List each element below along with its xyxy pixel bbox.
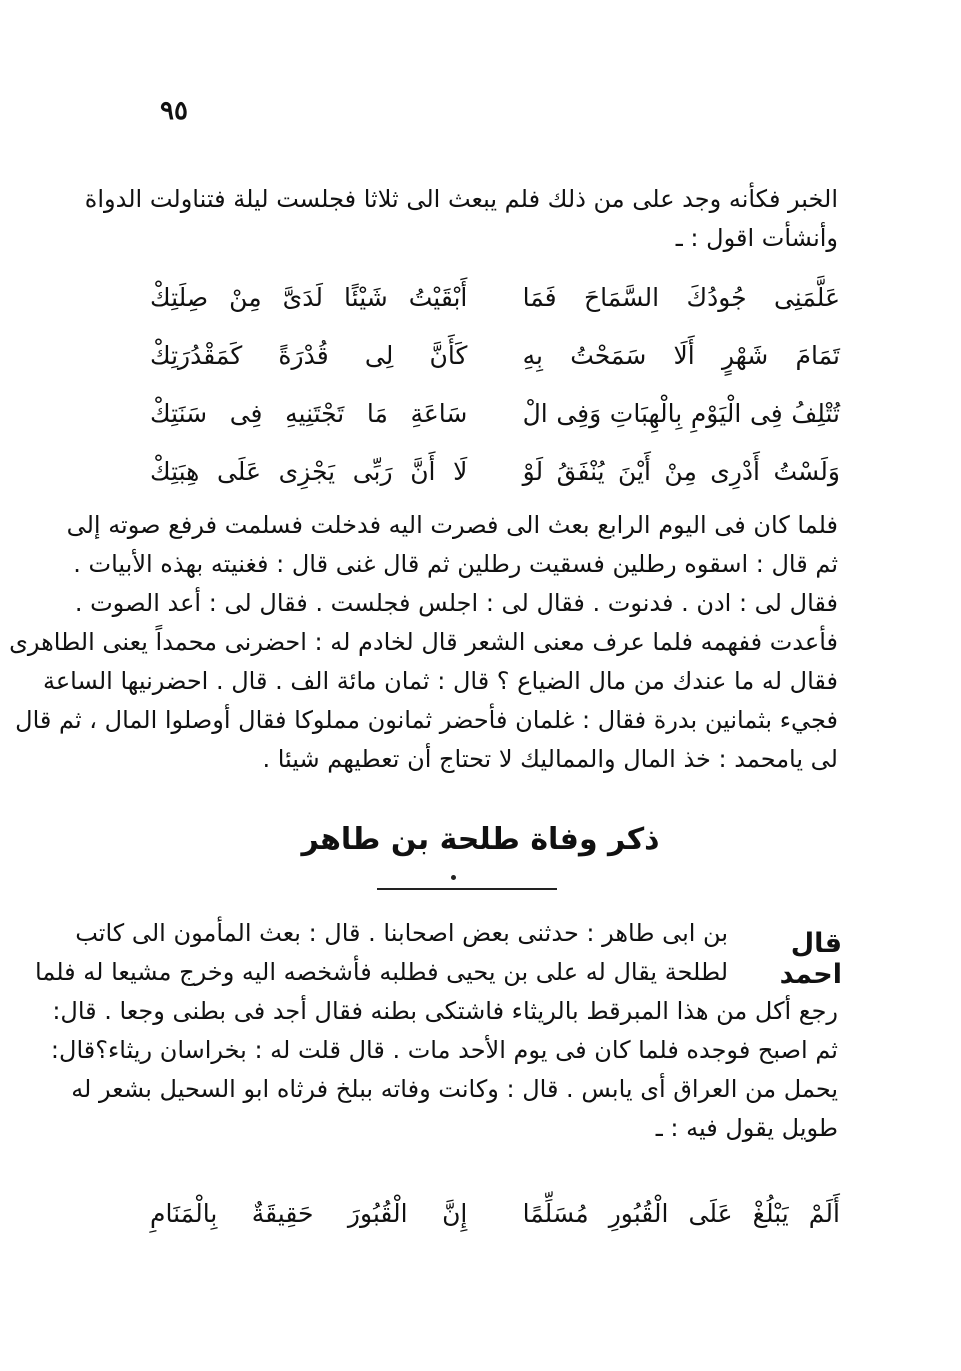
intro-paragraph [84,180,838,258]
verse-second-hemistich: أَبْقَيْتُ شَيْئًا لَدَىَّ مِنْ صِلَتِكْ [150,282,468,312]
page-number: ٩٥ [160,96,188,126]
death-paragraph-body [50,992,838,1148]
text-line: طويل يقول فيه : ـ [655,1114,838,1142]
text-line: ثم اصبح فوجده فلما كان فى يوم الأحد مات . قال قلت له : بخراسان ريثاء؟قال: [50,1036,838,1064]
section-heading: ذكر وفاة طلحة بن طاهر [301,822,660,857]
verse-second-hemistich: إِنَّ الْقُبُورَ حَقِيقَةٌ بِالْمَنَامِ [150,1198,468,1228]
story-paragraph [9,506,838,779]
verse-line [150,442,840,500]
verse-line [150,268,840,326]
verse-second-hemistich: سَاعَةِ مَا تَجْتَنِيهِ فِى سَنَتِكْ [150,398,468,428]
verse-first-hemistich: تُتْلِفُ فِى الْيَوْمِ بِالْهِبَاتِ وَفِى الْ [522,398,840,428]
text-line: فقال له ما عندك من مال الضياع ؟ قال : ثمان مائة الف . قال . احضرنيها الساعة [42,667,838,695]
text-line: فأعدت ففهمه فلما عرف معنى الشعر قال لخادم له : احضرنى محمداً يعنى الطاهرى [9,628,838,656]
death-paragraph-head [35,914,728,992]
verse-block-1 [150,268,840,500]
heading-dot [451,875,456,880]
text-line: فقال لى : ادن . فدنوت . فقال لى : اجلس فجلست . فقال لى : أعد الصوت . [74,589,838,617]
text-line: بن ابى طاهر : حدثنى بعض اصحابنا . قال : بعث المأمون الى كاتب [75,919,728,947]
text-line: وأنشأت اقول : ـ [675,224,838,252]
verse-first-hemistich: وَلَسْتُ أَدْرِى مِنْ أَيْنَ يُنْفَقُ لَوْ [522,456,840,486]
verse-line [150,384,840,442]
text-line: فلما كان فى اليوم الرابع بعث الى فصرت اليه فدخلت فسلمت فرفع صوته إلى [66,511,838,539]
text-line: لى يامحمد : خذ المال والمماليك لا تحتاج أن تعطيهم شيئا . [262,745,838,773]
verse-line [150,1184,840,1242]
text-line: الخبر فكأنه وجد على من ذلك فلم يبعث الى ثلاثا فجلست ليلة فتناولت الدواة [84,185,838,213]
verse-first-hemistich: عَلَّمَنِى جُودُكَ السَّمَاحَ فَمَا [522,282,840,312]
text-line: فجيء بثمانين بدرة فقال : غلمان فأحضر ثمانون مملوكا فقال أوصلوا المال ، ثم قال [15,706,838,734]
verse-line [150,326,840,384]
text-line: يحمل من العراق أى يابس . قال : وكانت وفاته ببلخ فرثاه ابو السحيل بشعر له [71,1075,838,1103]
text-line: رجع أكل من هذا المبرقط بالريثاء فاشتكى بطنه فقال أجد فى بطنى وجعا . قال: [52,997,838,1025]
verse-second-hemistich: كَأَنَّ لِى قُدْرَةً كَمَقْدُرَتِكْ [150,340,468,370]
heading-divider [377,888,557,890]
verse-block-2 [150,1184,840,1242]
verse-first-hemistich: تَمَامَ شَهْرٍ أَلَا سَمَحْتُ بِهِ [522,340,840,370]
speaker-label: قال احمد [779,928,842,990]
verse-first-hemistich: أَلَمْ يَبْلُغْ عَلَى الْقُبُورِ مُسَلِّمًا [522,1198,840,1228]
text-line: ثم قال : اسقوه رطلين فسقيت رطلين ثم قال غنى قال : فغنيته بهذه الأبيات . [73,550,838,578]
text-line: لطلحة يقال له على بن يحيى فطلبه فأشخصه اليه وخرج مشيعا له فلما [35,958,728,986]
verse-second-hemistich: لَا أَنَّ رَبِّى يَجْزِى عَلَى هِبَتِكْ [150,456,468,486]
